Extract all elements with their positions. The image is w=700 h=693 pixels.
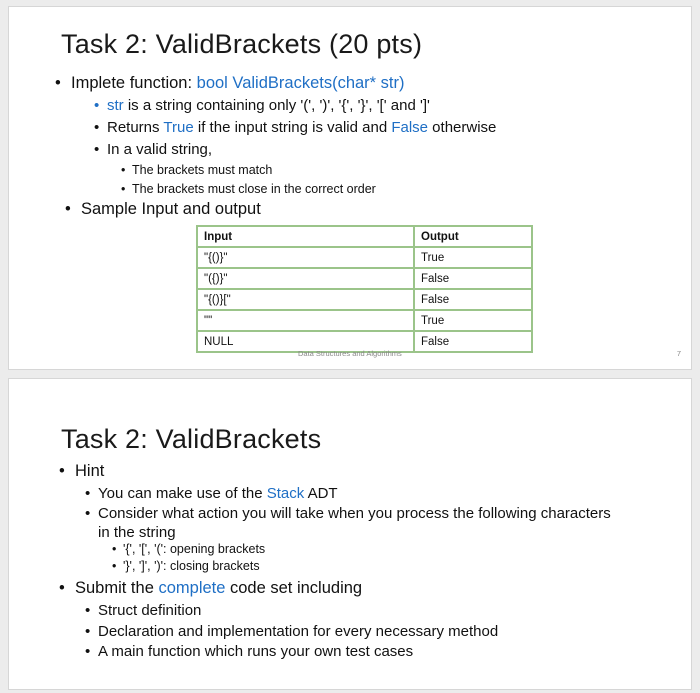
sample-heading: Sample Input and output <box>81 200 261 218</box>
table-cell-input: "({)}" <box>197 268 414 289</box>
bullet-sample <box>65 199 261 219</box>
slide-1 <box>8 6 692 370</box>
bullet-dot-icon: • <box>94 141 100 158</box>
submit-highlight: complete <box>158 579 226 597</box>
bullet-dot-icon: • <box>85 505 91 522</box>
submit-prefix: Submit the <box>75 579 159 597</box>
bullet-str <box>94 96 430 115</box>
bullet-dot-icon: • <box>112 542 117 556</box>
bullet-dot-icon: • <box>59 579 65 597</box>
table-cell-output: False <box>414 268 532 289</box>
bullet-closing <box>112 558 260 574</box>
bullet-hint-stack <box>85 484 338 503</box>
table-header-input: Input <box>197 226 414 247</box>
hint1-suffix: ADT <box>304 485 338 502</box>
valid-rule-1: The brackets must match <box>132 163 273 177</box>
valid-rule-2: The brackets must close in the correct order <box>132 182 376 196</box>
bullet-dot-icon: • <box>85 485 91 502</box>
slide-2-title: Task 2: ValidBrackets <box>61 424 322 454</box>
table-row <box>197 310 532 331</box>
bullet-valid-intro <box>94 140 213 159</box>
bullet-hint <box>59 461 105 481</box>
table-cell-output: False <box>414 331 532 352</box>
table-row <box>197 247 532 268</box>
valid-intro: In a valid string, <box>107 141 213 158</box>
table-row <box>197 268 532 289</box>
closing-brackets: '}', ']', ')': closing brackets <box>123 559 260 573</box>
table-header-row <box>197 226 532 247</box>
returns-false: False <box>391 119 429 136</box>
page-number: 7 <box>676 349 681 358</box>
bullet-main <box>85 642 414 661</box>
bullet-dot-icon: • <box>112 559 117 573</box>
bullet-submit <box>59 578 363 598</box>
bullet-dot-icon: • <box>65 200 71 218</box>
hint2-line1: Consider what action you will take when you process the following characters <box>98 505 611 522</box>
sample-io-table <box>196 225 533 353</box>
bullet-valid-rule-1 <box>121 162 273 178</box>
slide-footer: Data Structures and Algorithms <box>298 349 402 358</box>
bullet-dot-icon: • <box>85 643 91 660</box>
slide-1-title: Task 2: ValidBrackets (20 pts) <box>61 29 423 59</box>
opening-brackets: '{', '[', '(': opening brackets <box>123 542 266 556</box>
bullet-hint-consider <box>85 504 611 542</box>
table-cell-output: True <box>414 247 532 268</box>
hint1-prefix: You can make use of the <box>98 485 267 502</box>
bullet-struct <box>85 601 202 620</box>
item-main: A main function which runs your own test cases <box>98 643 414 660</box>
item-struct: Struct definition <box>98 602 202 619</box>
bullet-dot-icon: • <box>94 97 100 114</box>
bullet-opening <box>112 541 266 557</box>
slide-2 <box>8 378 692 690</box>
bullet-dot-icon: • <box>59 462 65 480</box>
table-row <box>197 289 532 310</box>
returns-mid: if the input string is valid and <box>193 119 392 136</box>
str-name: str <box>107 97 124 114</box>
bullet-dot-icon: • <box>85 623 91 640</box>
bullet-dot-icon: • <box>85 602 91 619</box>
table-cell-input: "{()}[" <box>197 289 414 310</box>
bullet-declaration <box>85 622 499 641</box>
submit-suffix: code set including <box>225 579 363 597</box>
bullet-valid-rule-2 <box>121 181 376 197</box>
table-cell-output: False <box>414 289 532 310</box>
table-cell-input: NULL <box>197 331 414 352</box>
table-cell-input: "{()}" <box>197 247 414 268</box>
item-declaration: Declaration and implementation for every necessary method <box>98 623 499 640</box>
bullet-dot-icon: • <box>55 74 61 92</box>
bullet-dot-icon: • <box>121 163 126 177</box>
returns-true: True <box>163 119 194 136</box>
function-signature: bool ValidBrackets(char* str) <box>196 74 405 92</box>
returns-suffix: otherwise <box>428 119 497 136</box>
stack-adt-link: Stack <box>266 485 305 502</box>
table-header-output: Output <box>414 226 532 247</box>
bullet-dot-icon: • <box>121 182 126 196</box>
bullet-returns <box>94 118 497 137</box>
table-cell-output: True <box>414 310 532 331</box>
bullet-dot-icon: • <box>94 119 100 136</box>
bullet-implement <box>55 73 405 93</box>
hint2-line2: in the string <box>98 524 176 541</box>
str-desc: is a string containing only '(', ')', '{', '}', '[' and ']' <box>123 97 430 114</box>
returns-prefix: Returns <box>107 119 164 136</box>
hint-heading: Hint <box>75 462 105 480</box>
implement-prefix: Implete function: <box>71 74 197 92</box>
table-cell-input: "" <box>197 310 414 331</box>
